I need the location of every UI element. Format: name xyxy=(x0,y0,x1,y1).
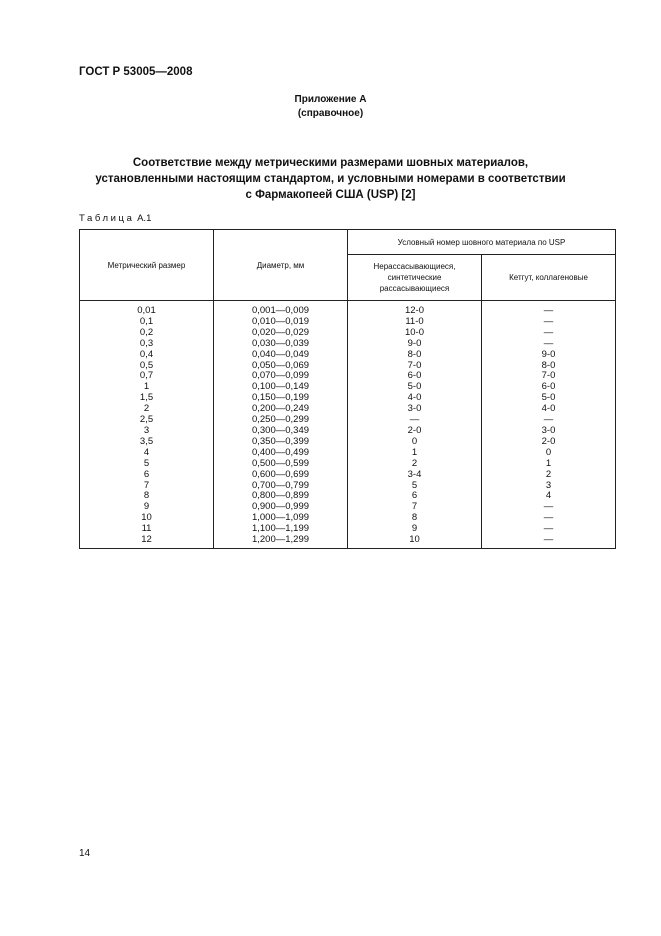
metric-size-cell: 4 xyxy=(80,448,214,459)
usp-catgut-cell: 2-0 xyxy=(482,437,616,448)
usp-nonabsorbable-cell: 9-0 xyxy=(348,339,482,350)
appendix-subtitle: (справочное) xyxy=(297,108,364,119)
metric-size-cell: 0,5 xyxy=(80,361,214,372)
table-row xyxy=(80,459,616,470)
usp-nonabsorbable-cell: 6-0 xyxy=(348,371,482,382)
usp-nonabsorbable-cell: 1 xyxy=(348,448,482,459)
metric-size-cell: 2 xyxy=(80,404,214,415)
diameter-cell: 1,000—1,099 xyxy=(214,513,348,524)
usp-catgut-cell: — xyxy=(482,317,616,328)
metric-size-cell: 0,3 xyxy=(80,339,214,350)
usp-nonabsorbable-cell: 3-0 xyxy=(348,404,482,415)
appendix-title: Приложение А xyxy=(294,94,367,105)
main-title xyxy=(80,155,581,203)
usp-catgut-cell: 4-0 xyxy=(482,404,616,415)
diameter-cell: 0,200—0,249 xyxy=(214,404,348,415)
usp-catgut-cell: 2 xyxy=(482,470,616,481)
table-row xyxy=(80,382,616,393)
diameter-cell: 0,800—0,899 xyxy=(214,491,348,502)
metric-size-cell: 3 xyxy=(80,426,214,437)
metric-size-cell: 0,01 xyxy=(80,301,214,317)
table-row xyxy=(80,404,616,415)
header-diameter: Диаметр, мм xyxy=(214,230,348,301)
table-label-number: А.1 xyxy=(137,213,152,224)
diameter-cell: 0,010—0,019 xyxy=(214,317,348,328)
diameter-cell: 0,001—0,009 xyxy=(214,301,348,317)
table-row xyxy=(80,491,616,502)
table-row xyxy=(80,502,616,513)
usp-catgut-cell: — xyxy=(482,535,616,548)
diameter-cell: 0,150—0,199 xyxy=(214,393,348,404)
table-row xyxy=(80,350,616,361)
usp-catgut-cell: 8-0 xyxy=(482,361,616,372)
usp-catgut-cell: 1 xyxy=(482,459,616,470)
usp-nonabsorbable-cell: 12-0 xyxy=(348,301,482,317)
usp-nonabsorbable-cell: — xyxy=(348,415,482,426)
diameter-cell: 0,700—0,799 xyxy=(214,481,348,492)
table-row xyxy=(80,524,616,535)
document-id: ГОСТ Р 53005—2008 xyxy=(79,66,193,78)
main-title-line-3: с Фармакопеей США (USP) [2] xyxy=(245,189,416,201)
usp-nonabsorbable-cell: 4-0 xyxy=(348,393,482,404)
usp-nonabsorbable-cell: 7 xyxy=(348,502,482,513)
table-body xyxy=(80,301,616,549)
diameter-cell: 0,300—0,349 xyxy=(214,426,348,437)
metric-size-cell: 0,4 xyxy=(80,350,214,361)
usp-catgut-cell: 3 xyxy=(482,481,616,492)
diameter-cell: 0,400—0,499 xyxy=(214,448,348,459)
usp-catgut-cell: 4 xyxy=(482,491,616,502)
usp-nonabsorbable-cell: 10-0 xyxy=(348,328,482,339)
metric-size-cell: 11 xyxy=(80,524,214,535)
table-row xyxy=(80,448,616,459)
table-row xyxy=(80,361,616,372)
table-row xyxy=(80,481,616,492)
diameter-cell: 0,050—0,069 xyxy=(214,361,348,372)
table-label-word: Таблица xyxy=(79,213,135,224)
diameter-cell: 0,040—0,049 xyxy=(214,350,348,361)
table-row xyxy=(80,371,616,382)
usp-catgut-cell: — xyxy=(482,502,616,513)
usp-catgut-cell: — xyxy=(482,328,616,339)
metric-size-cell: 2,5 xyxy=(80,415,214,426)
usp-catgut-cell: 9-0 xyxy=(482,350,616,361)
usp-correspondence-table xyxy=(79,229,616,549)
usp-nonabsorbable-cell: 5 xyxy=(348,481,482,492)
usp-catgut-cell: — xyxy=(482,524,616,535)
usp-nonabsorbable-cell: 2 xyxy=(348,459,482,470)
usp-catgut-cell: — xyxy=(482,339,616,350)
diameter-cell: 0,070—0,099 xyxy=(214,371,348,382)
usp-catgut-cell: — xyxy=(482,301,616,317)
table-row xyxy=(80,301,616,317)
header-catgut: Кетгут, коллагеновые xyxy=(482,255,616,301)
diameter-cell: 0,350—0,399 xyxy=(214,437,348,448)
page-number: 14 xyxy=(79,848,91,859)
header-metric-size: Метрический размер xyxy=(80,230,214,301)
metric-size-cell: 5 xyxy=(80,459,214,470)
table-row xyxy=(80,513,616,524)
metric-size-cell: 6 xyxy=(80,470,214,481)
table-row xyxy=(80,328,616,339)
table-label xyxy=(79,213,151,224)
diameter-cell: 0,020—0,029 xyxy=(214,328,348,339)
metric-size-cell: 10 xyxy=(80,513,214,524)
metric-size-cell: 0,2 xyxy=(80,328,214,339)
table-row xyxy=(80,535,616,548)
usp-catgut-cell: 7-0 xyxy=(482,371,616,382)
metric-size-cell: 0,7 xyxy=(80,371,214,382)
usp-nonabsorbable-cell: 3-4 xyxy=(348,470,482,481)
table-row xyxy=(80,426,616,437)
usp-nonabsorbable-cell: 2-0 xyxy=(348,426,482,437)
diameter-cell: 0,500—0,599 xyxy=(214,459,348,470)
diameter-cell: 0,600—0,699 xyxy=(214,470,348,481)
usp-catgut-cell: — xyxy=(482,415,616,426)
diameter-cell: 1,100—1,199 xyxy=(214,524,348,535)
usp-catgut-cell: 5-0 xyxy=(482,393,616,404)
header-nonabsorbable: Нерассасывающиеся, синтетические рассасывающиеся xyxy=(348,255,482,301)
table-row xyxy=(80,437,616,448)
usp-nonabsorbable-cell: 8 xyxy=(348,513,482,524)
metric-size-cell: 12 xyxy=(80,535,214,548)
usp-nonabsorbable-cell: 7-0 xyxy=(348,361,482,372)
table-row xyxy=(80,339,616,350)
metric-size-cell: 9 xyxy=(80,502,214,513)
diameter-cell: 0,030—0,039 xyxy=(214,339,348,350)
usp-nonabsorbable-cell: 9 xyxy=(348,524,482,535)
metric-size-cell: 3,5 xyxy=(80,437,214,448)
metric-size-cell: 1 xyxy=(80,382,214,393)
usp-catgut-cell: 0 xyxy=(482,448,616,459)
usp-catgut-cell: 3-0 xyxy=(482,426,616,437)
main-title-line-2: установленными настоящим стандартом, и условными номерами в соответствии xyxy=(95,173,566,185)
usp-catgut-cell: 6-0 xyxy=(482,382,616,393)
diameter-cell: 0,900—0,999 xyxy=(214,502,348,513)
diameter-cell: 0,250—0,299 xyxy=(214,415,348,426)
usp-nonabsorbable-cell: 6 xyxy=(348,491,482,502)
table-row xyxy=(80,470,616,481)
metric-size-cell: 0,1 xyxy=(80,317,214,328)
usp-nonabsorbable-cell: 8-0 xyxy=(348,350,482,361)
metric-size-cell: 8 xyxy=(80,491,214,502)
main-title-line-1: Соответствие между метрическими размерами шовных материалов, xyxy=(132,157,529,169)
usp-nonabsorbable-cell: 0 xyxy=(348,437,482,448)
diameter-cell: 0,100—0,149 xyxy=(214,382,348,393)
usp-catgut-cell: — xyxy=(482,513,616,524)
usp-nonabsorbable-cell: 11-0 xyxy=(348,317,482,328)
table-row xyxy=(80,317,616,328)
diameter-cell: 1,200—1,299 xyxy=(214,535,348,548)
metric-size-cell: 1,5 xyxy=(80,393,214,404)
usp-nonabsorbable-cell: 5-0 xyxy=(348,382,482,393)
usp-nonabsorbable-cell: 10 xyxy=(348,535,482,548)
table-row xyxy=(80,393,616,404)
metric-size-cell: 7 xyxy=(80,481,214,492)
header-usp-group: Условный номер шовного материала по USP xyxy=(348,230,616,255)
table-row xyxy=(80,415,616,426)
